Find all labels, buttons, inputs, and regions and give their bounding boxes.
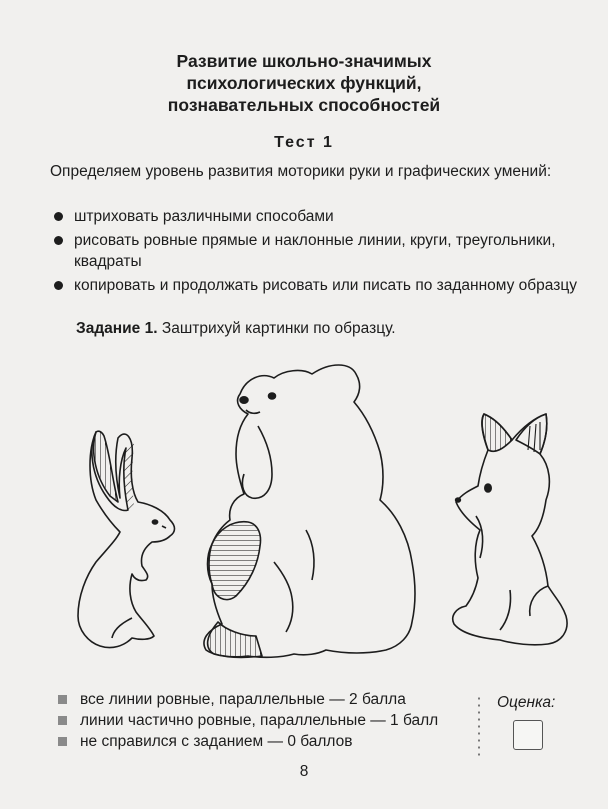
bear-drawing (204, 365, 415, 657)
section-title-line-1: Развитие школьно-значимых (176, 51, 432, 71)
page-number: 8 (299, 763, 309, 780)
square-bullet-icon (58, 716, 67, 725)
square-bullet-icon (58, 695, 67, 704)
intro-text: Определяем уровень развития моторики руки и графических умений: (50, 163, 552, 180)
skill-item (50, 275, 590, 296)
criterion-item (58, 711, 438, 731)
skills-list (50, 206, 590, 299)
task-instruction: Заштрихуй картинки по образцу. (161, 320, 396, 337)
skill-item (50, 230, 590, 272)
test-heading: Тест 1 (274, 134, 334, 151)
criterion-item (58, 732, 438, 752)
criterion-text: не справился с заданием — 0 баллов (80, 733, 353, 750)
dotted-divider (478, 695, 480, 757)
criterion-item (58, 690, 438, 710)
grade-label: Оценка: (497, 694, 556, 711)
fox-drawing (453, 414, 567, 645)
skill-text: рисовать ровные прямые и наклонные линии, круги, треугольники, квадраты (74, 232, 556, 270)
task-line (76, 320, 396, 338)
criterion-text: линии частично ровные, параллельные — 1 балл (80, 712, 439, 729)
grade-input-box[interactable] (513, 720, 543, 750)
hare-drawing (78, 431, 175, 647)
bullet-icon (54, 281, 63, 290)
criterion-text: все линии ровные, параллельные — 2 балла (80, 691, 406, 708)
bullet-icon (54, 212, 63, 221)
bullet-icon (54, 236, 63, 245)
skill-text: копировать и продолжать рисовать или писать по заданному образцу (74, 277, 577, 294)
skill-text: штриховать различными способами (74, 208, 334, 225)
scoring-criteria (58, 690, 438, 753)
section-title-line-2: психологических функций, (186, 73, 422, 93)
section-title-line-3: познавательных способностей (167, 95, 441, 115)
square-bullet-icon (58, 737, 67, 746)
task-label: Задание 1. (76, 320, 158, 337)
skill-item (50, 206, 590, 227)
animals-illustration (0, 340, 608, 690)
